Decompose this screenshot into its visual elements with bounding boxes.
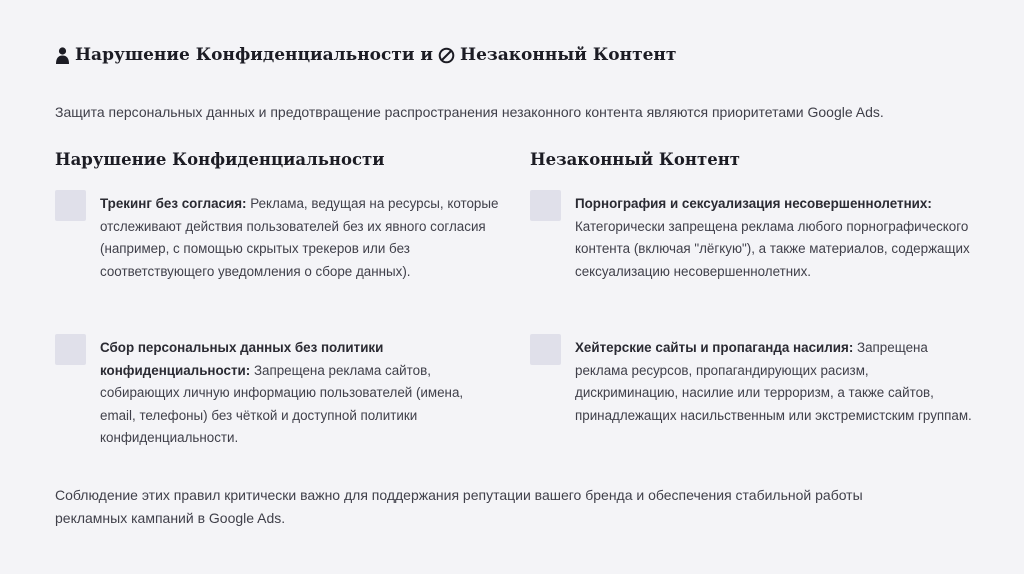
item-body: Запрещена реклама ресурсов, пропагандирующих расизм, дискриминацию, насилие или терроризм, а также сайтов, принадлежащих насильственным или экстремистским группам. bbox=[575, 340, 972, 423]
item-bold-label: Сбор персональных данных без политики конфиденциальности: bbox=[100, 340, 384, 378]
item-marker bbox=[530, 334, 561, 365]
item-body: Запрещена реклама сайтов, собирающих личную информацию пользователей (имена, email, телефоны) без чёткой и доступной политики конфиденциальности. bbox=[100, 362, 464, 445]
illegal-content-heading: Незаконный Контент bbox=[530, 150, 741, 169]
title-part2: Незаконный Контент bbox=[460, 45, 677, 65]
privacy-heading: Нарушение Конфиденциальности bbox=[55, 150, 385, 169]
item-text bbox=[575, 337, 975, 427]
item-marker bbox=[55, 190, 86, 221]
item-marker bbox=[530, 190, 561, 221]
item-bold-label: Порнография и сексуализация несовершеннолетних: bbox=[575, 196, 932, 211]
page-title bbox=[55, 45, 676, 65]
title-part1: Нарушение Конфиденциальности и bbox=[75, 45, 434, 65]
item-body: Реклама, ведущая на ресурсы, которые отслеживают действия пользователей без их явного согласия (например, с помощью скрытых трекеров или без соответствующего уведомления о сборе данных). bbox=[100, 196, 499, 279]
person-icon bbox=[55, 47, 70, 64]
item-marker bbox=[55, 334, 86, 365]
item-text bbox=[100, 337, 500, 450]
footer-text: Соблюдение этих правил критически важно для поддержания репутации вашего бренда и обеспечения стабильной работы рекламных кампаний в Google Ads. bbox=[55, 487, 863, 526]
intro-text: Защита персональных данных и предотвращение распространения незаконного контента являются приоритетами Google Ads. bbox=[55, 104, 884, 120]
item-bold-label: Трекинг без согласия: bbox=[100, 196, 247, 211]
item-bold-label: Хейтерские сайты и пропаганда насилия: bbox=[575, 340, 854, 355]
prohibited-icon bbox=[438, 47, 455, 64]
item-body: Категорически запрещена реклама любого порнографического контента (включая "лёгкую"), а также материалов, содержащих сексуализацию несовершеннолетних. bbox=[575, 218, 970, 279]
item-text bbox=[575, 193, 975, 283]
item-text bbox=[100, 193, 500, 283]
